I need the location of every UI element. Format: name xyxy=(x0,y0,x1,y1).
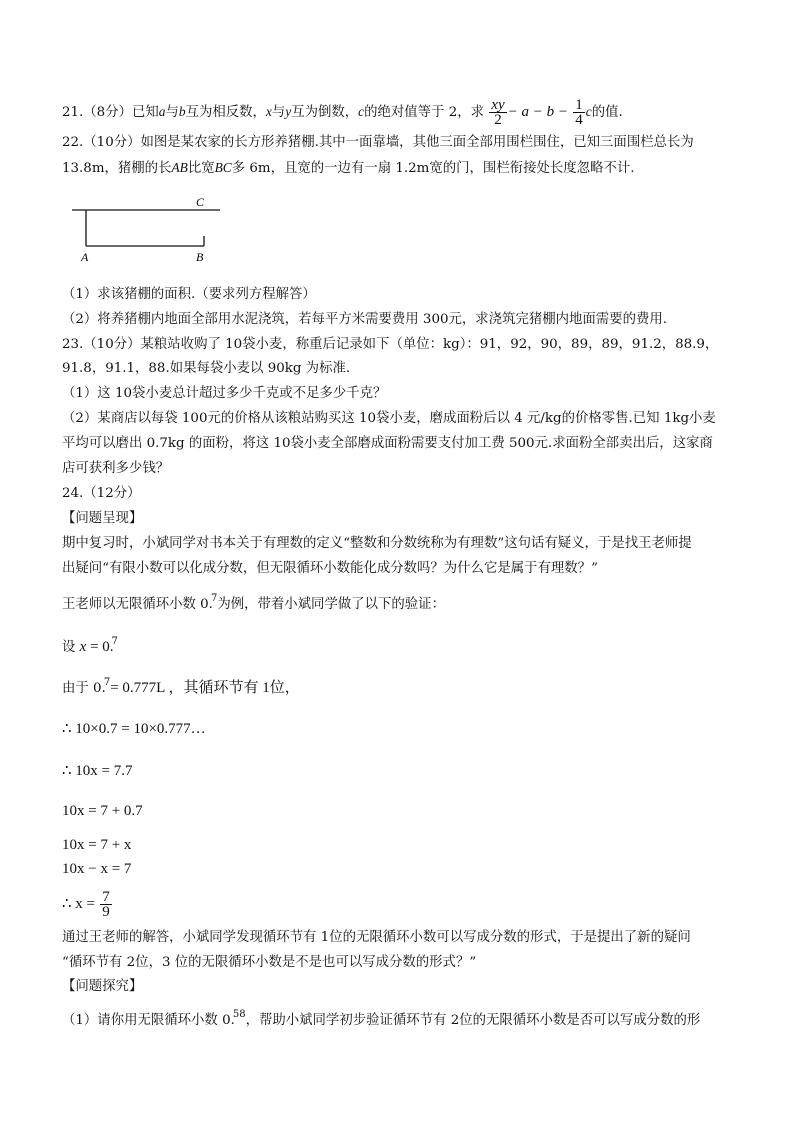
fraction-denominator: 2 xyxy=(494,112,502,128)
var-b: b xyxy=(178,104,186,119)
q23-part-2-line-3: 店可获利多少钱？ xyxy=(62,461,170,476)
repeating-digit: 7 xyxy=(111,636,118,647)
var-a: a xyxy=(158,104,166,119)
q24-text-1: 期中复习时，小斌同学对书本关于有理数的定义“整数和分数统称为有理数”这句话有疑义，于是找王老师提 xyxy=(62,536,692,551)
q23-part-2-line-1: （2）某商店以每袋 100元的价格从该粮站购买这 10袋小麦，磨成面粉后以 4 元/kg的价格零售.已知 1kg小麦 xyxy=(62,411,716,426)
step-text: 由于 0. xyxy=(62,681,106,696)
q21-text: 的值. xyxy=(591,105,623,120)
fraction-denominator: 9 xyxy=(102,904,110,920)
q24-text: （1）请你用无限循环小数 0. xyxy=(62,1013,235,1028)
q23-line-1: 23.（10分）某粮站收购了 10袋小麦，称重后记录如下（单位：kg）：91，92，90，89，89，91.2，88.9， xyxy=(62,337,719,352)
q22-line-2 xyxy=(62,159,634,178)
q22-text: 多 6m，且宽的一边有一扇 1.2m宽的门，围栏衔接处长度忽略不计. xyxy=(231,161,635,176)
step-3: ∴ 10×0.7 = 10×0.777… xyxy=(62,721,206,737)
q22-text: 比宽 xyxy=(187,161,215,176)
q24-text-2: 出疑问“有限小数可以化成分数，但无限循环小数能化成分数吗？为什么它是属于有理数？” xyxy=(62,561,598,576)
q21-line xyxy=(62,98,623,127)
step-text: ∴ x = xyxy=(62,896,96,912)
q22-text: 13.8m，猪棚的长 xyxy=(62,161,172,176)
step-8 xyxy=(62,890,113,919)
fraction-7-over-9 xyxy=(100,890,112,919)
fraction-xy-over-2 xyxy=(489,98,506,127)
fraction-numerator: xy xyxy=(491,97,505,113)
segment-ab: AB xyxy=(171,160,188,175)
fraction-numerator: 7 xyxy=(102,889,110,905)
expression: − a − b − xyxy=(507,104,568,120)
q23-line-2: 91.8，91.1，88.如果每袋小麦以 90kg 为标准. xyxy=(62,361,351,376)
q21-text: 互为相反数， xyxy=(185,105,266,120)
section-explore: 【问题探究】 xyxy=(62,979,143,994)
section-problem: 【问题呈现】 xyxy=(62,511,143,526)
q21-text: 与 xyxy=(271,105,286,120)
step-7: 10x − x = 7 xyxy=(62,861,132,877)
fraction-1-over-4 xyxy=(573,98,585,127)
step-text: = 0. xyxy=(86,639,114,655)
q21-text: 的绝对值等于 2，求 xyxy=(364,105,485,120)
q24-text: 为例，带着小斌同学做了以下的验证： xyxy=(217,597,445,612)
var-x: x xyxy=(265,104,272,119)
q21-text: 互为倒数， xyxy=(291,105,359,120)
q24-text: 王老师以无限循环小数 0. xyxy=(62,597,213,612)
var-c: c xyxy=(358,104,365,119)
var-x: x xyxy=(79,639,87,655)
repeating-digit: 7 xyxy=(210,593,218,604)
q22-part-2: （2）将养猪棚内地面全部用水泥浇筑，若每平方米需要费用 300元，求浇筑完猪棚内地面需要的费用. xyxy=(62,312,667,327)
q24-text-5: “循环节有 2位，3 位的无限循环小数是不是也可以写成分数的形式？” xyxy=(62,955,477,970)
q24-header: 24.（12分） xyxy=(62,486,141,501)
step-5: 10x = 7 + 0.7 xyxy=(62,803,143,819)
q24-text-4: 通过王老师的解答，小斌同学发现循环节有 1位的无限循环小数可以写成分数的形式，于是提出了新的疑问 xyxy=(62,930,691,945)
q24-text-3 xyxy=(62,593,445,615)
q24-text: ，帮助小斌同学初步验证循环节有 2位的无限循环小数是否可以写成分数的形 xyxy=(245,1013,701,1028)
q22-line-1: 22.（10分）如图是某农家的长方形养猪棚.其中一面靠墙，其他三面全部用围栏围住，已知三面围栏总长为 xyxy=(62,135,694,150)
q23-part-1: （1）这 10袋小麦总计超过多少千克或不足多少千克？ xyxy=(62,386,387,401)
q21-text: 21.（8分）已知 xyxy=(62,105,159,120)
q24-part-1 xyxy=(62,1009,701,1031)
label-b: B xyxy=(196,250,204,264)
step-text: = 0.777L ，其循环节有 1位， xyxy=(110,680,300,696)
fraction-denominator: 4 xyxy=(575,112,583,128)
step-2 xyxy=(62,679,300,699)
step-4: ∴ 10x = 7.7 xyxy=(62,763,133,779)
q23-part-2-line-2: 平均可以磨出 0.7kg 的面粉，将这 10袋小麦全部磨成面粉需要支付加工费 500元.求面粉全部卖出后，这家商 xyxy=(62,436,713,451)
segment-bc: BC xyxy=(214,160,232,175)
q22-part-1: （1）求该猪棚的面积.（要求列方程解答） xyxy=(62,287,316,302)
label-a: A xyxy=(81,250,89,264)
var-y: y xyxy=(285,104,292,119)
repeating-digits: 58 xyxy=(232,1009,246,1020)
fraction-numerator: 1 xyxy=(575,97,583,113)
label-c: C xyxy=(196,195,205,209)
pigpen-diagram xyxy=(68,192,228,264)
var-c: c xyxy=(585,104,592,119)
step-6: 10x = 7 + x xyxy=(62,837,132,853)
repeating-digit: 7 xyxy=(103,677,111,688)
step-text: 设 xyxy=(62,640,80,655)
q21-text: 与 xyxy=(165,105,179,120)
step-1 xyxy=(62,638,118,658)
